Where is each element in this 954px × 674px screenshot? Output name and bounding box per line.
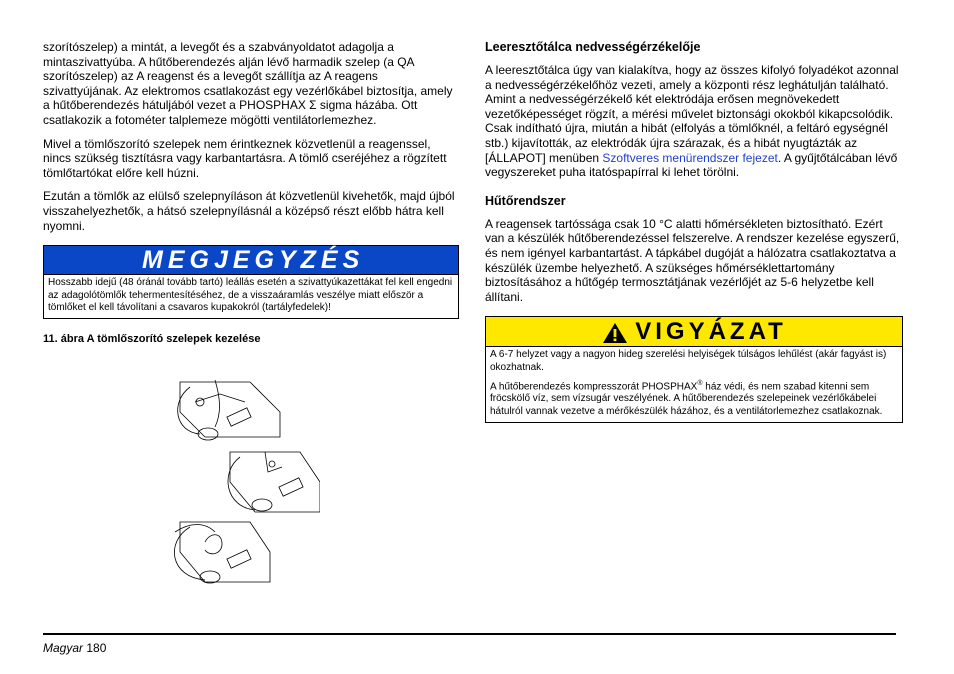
paragraph-3: Ezután a tömlők az elülső szelepnyíláson át közvetlenül kivehetők, majd újból visszahelyezhetők, a hátsó szelepnyílásnál a középső részt előbb hátra kell nyomni. [43, 189, 455, 233]
registered-mark: ® [697, 379, 703, 387]
drip-tray-paragraph [485, 63, 903, 180]
drip-tray-text-b: . A gyűjtőtálcában lévő vegyszereket puha itatóspapírral ki lehet törölni. [485, 150, 898, 180]
note-box [43, 245, 459, 319]
warning-triangle-icon [601, 321, 629, 345]
section-heading-cooling: Hűtőrendszer [485, 193, 566, 208]
paragraph-1: szorítószelep) a mintát, a levegőt és a szabványoldatot adagolja a mintaszivattyúba. A hűtőberendezés alján lévő harmadik szelep (a QA szorítószelep) az A reagenst és a levegőt szállítja az A reagens szivattyújának. Az elektromos csatlakozást egy vezérlőkábel biztosítja, amely a hűtőberendezés hátuljából vezet a PHOSPHAX Σ sigma házába. Ott csatlakozik a fotométer talplemeze mögötti ventilátorlemezhez. [43, 40, 453, 127]
drip-tray-text-a: A leeresztőtálca úgy van kialakítva, hogy az összes kifolyó folyadékot azonnal a nedvességérzékelőhöz vezeti, amely a központi rész leghátulján található. Amint a nedvességérzékelő két elektródája erősen megnövekedett vezetőképességet rögzít, a mérési művelet biztonsági okokból kikapcsolódik. Csak indítható újra, miután a hibát (elfolyás a tömlőknél, a feltáró egységnél stb.) kijavították, az elektródák újra szárazak, és a hibát nyugtázták az [ÁLLAPOT] menüben [485, 63, 899, 165]
note-text: Hosszabb idejű (48 óránál tovább tartó) leállás esetén a szivattyúkazettákat fel kell engedni az adagolótömlők tehermentesítéséhez, de a visszaáramlás veszélye miatt először a tömlőket el kell távolítani a csavaros kupakokról (tartályfedelek)! [48, 277, 453, 314]
caution-text-2a: A hűtőberendezés kompresszorát PHOSPHAX [490, 380, 698, 392]
footer [43, 641, 106, 655]
caution-text-2b: ház védi, és nem szabad kitenni sem fröcskölő víz, sem vízsugár veszélyének. A hűtőberendezés szelepeinek vezérlőkábelei hátulról vannak vezetve a mérőkészülék házához, és a ventilátorlemezhez csatlakoznak. [490, 380, 883, 418]
page-number: 180 [86, 641, 107, 655]
figure-caption: 11. ábra A tömlőszorító szelepek kezelése [43, 332, 261, 345]
caution-box [485, 316, 903, 422]
caution-title: VIGYÁZAT [635, 318, 787, 346]
cooling-paragraph: A reagensek tartóssága csak 10 °C alatti hőmérsékleten biztosítható. Ezért van a készülék hűtőberendezéssel felszerelve. A rendszer kezelése egyszerű, és nem igényel karbantartást. A tápkábel dugóját a hálózatra csatlakoztatva a készülék üzembe helyezhető. A szükséges hőmérséklettartomány biztosításához a hűtőgép termosztátjának vezérlőjét az 5-6 helyzetbe kell állítani. [485, 216, 900, 304]
note-title: MEGJEGYZÉS [44, 246, 458, 274]
left-column [43, 40, 459, 345]
pinch-valve-illustration [160, 372, 320, 602]
caution-text-1: A 6-7 helyzet vagy a nagyon hideg szerelési helyiségek túlságos lehűlést (akár fagyást is) okozhatnak. [490, 349, 887, 373]
footer-language: Magyar [43, 641, 84, 655]
software-menu-link[interactable]: Szoftveres menürendszer fejezet [602, 150, 778, 165]
footer-divider [43, 633, 896, 635]
paragraph-2: Mivel a tömlőszorító szelepek nem érintkeznek közvetlenül a reagenssel, nincs szükség tisztításra vagy karbantartásra. A tömlő cseréjéhez a rögzített tömlőtartókat előre kell húzni. [43, 136, 447, 180]
right-column [485, 40, 903, 423]
section-heading-drip-tray: Leeresztőtálca nedvességérzékelője [485, 40, 701, 54]
caution-header [486, 317, 902, 347]
caution-text-2 [490, 378, 898, 419]
